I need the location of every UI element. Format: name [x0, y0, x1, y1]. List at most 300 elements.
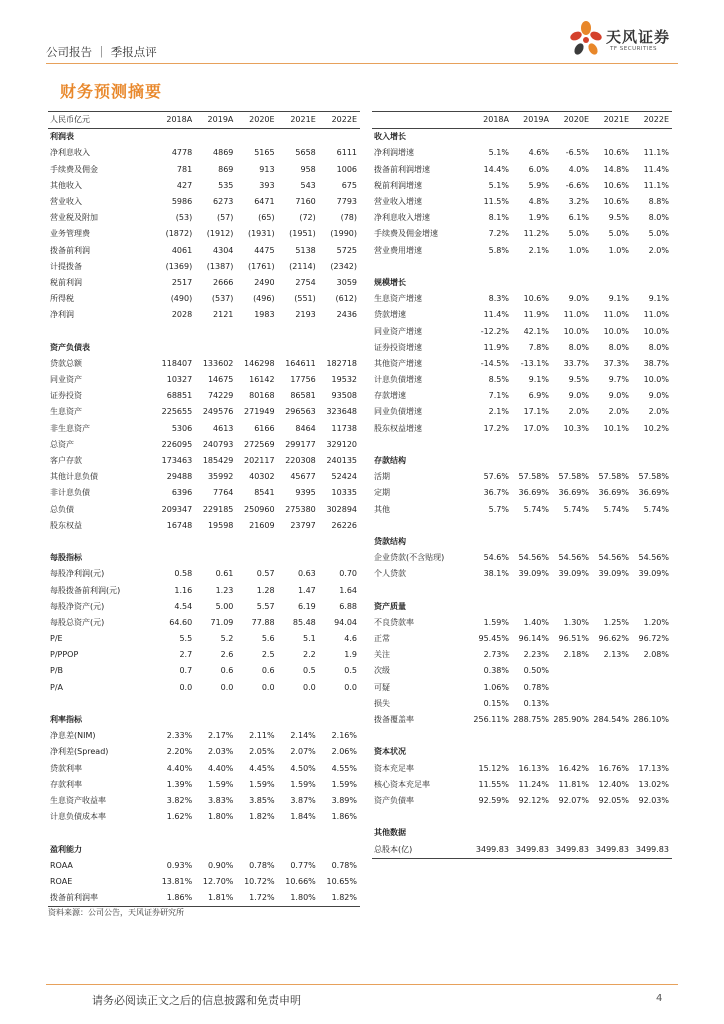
value-cell: 7764 [213, 488, 234, 498]
table-row [48, 874, 360, 890]
value-cell: (1990) [330, 229, 357, 239]
header-year-cell: 2022E [632, 112, 672, 129]
value-cell: 0.6 [220, 666, 234, 676]
section-heading: 资本状况 [374, 747, 406, 757]
value-cell: 96.62% [598, 634, 629, 644]
value-cell: 96.14% [518, 634, 549, 644]
value-cell: 185429 [202, 456, 234, 466]
table-row [48, 744, 360, 760]
value-cell: -13.1% [520, 358, 549, 368]
row-label: 拨备覆盖率 [374, 715, 414, 725]
value-cell: 52424 [331, 472, 357, 482]
value-cell: 4.6 [344, 634, 357, 644]
value-cell: 2.11% [249, 731, 275, 741]
value-cell [632, 129, 672, 146]
value-cell: 1.0% [608, 245, 629, 255]
value-cell [236, 712, 277, 728]
value-cell: 38.7% [643, 358, 669, 368]
value-cell: 240135 [326, 456, 357, 466]
table-section-row [48, 340, 360, 356]
value-cell: 13.81% [161, 876, 193, 886]
row-label: 个人贷款 [374, 569, 406, 579]
row-label: 净利润 [50, 310, 74, 320]
value-cell [512, 129, 552, 146]
value-cell [592, 437, 632, 453]
value-cell: (1912) [206, 229, 234, 239]
value-cell [319, 340, 360, 356]
row-label: 客户存款 [50, 456, 82, 466]
table-row [372, 809, 672, 825]
table-section-row [372, 275, 672, 291]
value-cell: 5.2 [220, 634, 234, 644]
value-cell: 5.7% [488, 504, 509, 514]
value-cell: 11.0% [563, 310, 589, 320]
value-cell [632, 663, 672, 679]
value-cell: 33.7% [563, 358, 589, 368]
table-row [48, 453, 360, 469]
value-cell [154, 841, 195, 857]
value-cell [552, 129, 592, 146]
value-cell [512, 518, 552, 534]
value-cell: 11.24% [518, 779, 549, 789]
value-cell: 37.3% [603, 358, 629, 368]
value-cell [472, 728, 512, 744]
table-row [372, 404, 672, 420]
value-cell [632, 680, 672, 696]
value-cell: 7.1% [488, 391, 509, 401]
row-label: 次级 [374, 666, 390, 676]
row-label: 计提拨备 [50, 261, 82, 271]
value-cell [552, 518, 592, 534]
value-cell: 14.4% [483, 164, 509, 174]
row-label: 税前利润增速 [374, 180, 422, 190]
value-cell: 16.13% [518, 763, 549, 773]
value-cell: 8.0% [648, 342, 669, 352]
value-cell: 1006 [336, 164, 357, 174]
table-row [48, 194, 360, 210]
value-cell: 535 [218, 180, 234, 190]
row-label: 同业资产增速 [374, 326, 422, 336]
value-cell: 11.2% [523, 229, 549, 239]
row-label: ROAA [50, 860, 73, 870]
value-cell [552, 680, 592, 696]
section-heading: 利率指标 [50, 715, 82, 725]
value-cell: 1.30% [563, 617, 589, 627]
value-cell [472, 129, 512, 146]
row-label: 计息负债成本率 [50, 812, 106, 822]
value-cell: 0.78% [523, 682, 549, 692]
value-cell [592, 680, 632, 696]
value-cell: 2.33% [166, 731, 193, 741]
value-cell [552, 696, 592, 712]
table-row [48, 421, 360, 437]
row-label [372, 582, 472, 598]
value-cell: 6.88 [339, 601, 357, 611]
header-year-cell: 2018A [154, 112, 195, 129]
value-cell [632, 599, 672, 615]
value-cell: 39.09% [598, 569, 629, 579]
row-label: 手续费及佣金增速 [374, 229, 438, 239]
row-label: 营业税及附加 [50, 213, 98, 223]
row-label: 营业收入增速 [374, 197, 422, 207]
value-cell: 393 [259, 180, 275, 190]
value-cell [552, 809, 592, 825]
value-cell: 54.56% [518, 553, 549, 563]
value-cell: 15.12% [478, 763, 509, 773]
value-cell [278, 841, 319, 857]
value-cell: (57) [216, 213, 234, 223]
value-cell: 3.82% [166, 795, 193, 805]
value-cell [592, 129, 632, 146]
value-cell: 9.1% [648, 294, 669, 304]
header-year-cell: 2022E [319, 112, 360, 129]
value-cell: 2.0% [608, 407, 629, 417]
value-cell: 4304 [213, 245, 234, 255]
table-row [48, 793, 360, 809]
value-cell: 6396 [171, 488, 193, 498]
section-heading: 每股指标 [50, 553, 82, 563]
table-row [48, 145, 360, 161]
value-cell: 0.78% [249, 860, 275, 870]
value-cell: (2342) [330, 261, 357, 271]
value-cell: 4475 [254, 245, 275, 255]
value-cell: 57.58% [638, 472, 669, 482]
value-cell: 3059 [336, 277, 357, 287]
header-year-cell: 2019A [195, 112, 236, 129]
row-label: 贷款利率 [50, 763, 82, 773]
value-cell [472, 599, 512, 615]
table-row [372, 663, 672, 679]
row-label: P/B [50, 666, 64, 676]
value-cell: 1.84% [290, 812, 316, 822]
row-label: P/A [50, 682, 63, 692]
row-label: 不良贷款率 [374, 617, 414, 627]
value-cell: 8.0% [608, 342, 629, 352]
value-cell: 14675 [207, 375, 234, 385]
table-header-row [48, 112, 360, 129]
value-cell [319, 550, 360, 566]
row-label [48, 534, 154, 550]
value-cell: 57.58% [558, 472, 589, 482]
table-row [48, 777, 360, 793]
value-cell: 0.93% [166, 860, 193, 870]
value-cell [195, 129, 236, 146]
value-cell: 250960 [244, 504, 275, 514]
value-cell: 6471 [254, 197, 275, 207]
value-cell [632, 275, 672, 291]
value-cell: 85.48 [292, 617, 316, 627]
value-cell [472, 825, 512, 841]
value-cell: 1.86% [331, 812, 357, 822]
value-cell: 94.04 [334, 617, 357, 627]
value-cell: 2436 [336, 310, 357, 320]
value-cell [552, 275, 592, 291]
value-cell: 0.0 [179, 682, 193, 692]
value-cell: 2.16% [331, 731, 357, 741]
value-cell: 3.2% [568, 197, 589, 207]
value-cell: 958 [300, 164, 316, 174]
value-cell: 2028 [171, 310, 193, 320]
value-cell: 5.74% [603, 504, 629, 514]
value-cell: 5.0% [568, 229, 589, 239]
row-label: 营业费用增速 [374, 245, 422, 255]
row-label: 股东权益增速 [374, 423, 422, 433]
value-cell: 1.9 [344, 650, 357, 660]
value-cell: 11.81% [558, 779, 589, 789]
value-cell: 1.64 [339, 585, 357, 595]
value-cell: 2.17% [207, 731, 234, 741]
value-cell: 3499.83 [592, 841, 632, 858]
value-cell: 2.2 [303, 650, 316, 660]
value-cell [278, 825, 319, 841]
table-row [372, 226, 672, 242]
value-cell: 57.6% [483, 472, 509, 482]
value-cell: 5.74% [563, 504, 589, 514]
table-row [372, 243, 672, 259]
value-cell [278, 129, 319, 146]
header-year-cell: 2021E [278, 112, 319, 129]
company-logo [566, 18, 686, 62]
value-cell: 1.59% [483, 617, 509, 627]
value-cell [195, 340, 236, 356]
value-cell: 1.47 [297, 585, 316, 595]
value-cell: 2.0% [648, 407, 669, 417]
value-cell: 8.8% [648, 197, 669, 207]
value-cell: 0.5 [303, 666, 316, 676]
value-cell: 8.1% [488, 213, 509, 223]
value-cell: 10.0% [643, 326, 669, 336]
value-cell: 5.00 [215, 601, 234, 611]
table-row [48, 437, 360, 453]
row-label: 非生息资产 [50, 423, 90, 433]
value-cell: (537) [211, 294, 234, 304]
value-cell: 8541 [254, 488, 275, 498]
value-cell: 3499.83 [512, 841, 552, 858]
value-cell [319, 825, 360, 841]
value-cell: 9.5% [608, 213, 629, 223]
row-label: 贷款总额 [50, 358, 82, 368]
table-row [48, 210, 360, 226]
value-cell: 5.1% [488, 148, 509, 158]
header-year-cell: 2018A [472, 112, 512, 129]
value-cell: 4.0% [568, 164, 589, 174]
value-cell: 1.25% [603, 617, 629, 627]
table-row [48, 307, 360, 323]
value-cell [472, 518, 512, 534]
row-label: 拨备前利润 [50, 245, 90, 255]
value-cell [592, 582, 632, 598]
table-row [372, 291, 672, 307]
value-cell: 95.45% [478, 634, 509, 644]
value-cell: 92.03% [638, 795, 669, 805]
value-cell: 2517 [171, 277, 193, 287]
value-cell: 39.09% [518, 569, 549, 579]
table-row [372, 421, 672, 437]
table-row [48, 663, 360, 679]
table-row [372, 647, 672, 663]
value-cell: 9.0% [568, 294, 589, 304]
value-cell: 7160 [295, 197, 316, 207]
value-cell: 42.1% [523, 326, 549, 336]
value-cell: 329120 [326, 439, 357, 449]
table-row [48, 825, 360, 841]
value-cell: 869 [218, 164, 234, 174]
value-cell: 2.07% [290, 747, 316, 757]
table-row [372, 194, 672, 210]
value-cell [592, 663, 632, 679]
value-cell: 2754 [295, 277, 316, 287]
value-cell: 96.51% [558, 634, 589, 644]
row-label [48, 825, 154, 841]
value-cell: 133602 [202, 358, 234, 368]
value-cell: 0.77% [290, 860, 316, 870]
value-cell: 1.80% [207, 812, 234, 822]
value-cell: 226095 [161, 439, 193, 449]
value-cell [236, 323, 277, 339]
value-cell [472, 744, 512, 760]
value-cell [278, 696, 319, 712]
value-cell: 0.0 [344, 682, 357, 692]
table-row [48, 599, 360, 615]
value-cell: 12.40% [598, 779, 629, 789]
value-cell: 2.14% [290, 731, 316, 741]
value-cell: -12.2% [480, 326, 509, 336]
value-cell [512, 599, 552, 615]
value-cell [632, 437, 672, 453]
value-cell: 54.56% [598, 553, 629, 563]
value-cell [552, 534, 592, 550]
table-row [372, 793, 672, 809]
left-financial-table [48, 111, 360, 907]
value-cell: 225655 [161, 407, 193, 417]
value-cell: 10.0% [563, 326, 589, 336]
value-cell [278, 534, 319, 550]
value-cell: 0.78% [331, 860, 357, 870]
value-cell: 5.1% [488, 180, 509, 190]
value-cell: 5725 [336, 245, 357, 255]
value-cell: 1.59% [207, 779, 234, 789]
table-section-row [48, 129, 360, 146]
value-cell: 4.8% [528, 197, 549, 207]
value-cell: 2.23% [523, 650, 549, 660]
value-cell: 2121 [213, 310, 234, 320]
value-cell: 0.15% [483, 698, 509, 708]
table-row [48, 582, 360, 598]
value-cell: 10.66% [285, 876, 316, 886]
value-cell: 17.13% [638, 763, 669, 773]
header-year-cell: 2021E [592, 112, 632, 129]
value-cell: 21609 [249, 520, 275, 530]
value-cell: 3.85% [249, 795, 275, 805]
row-label: 非计息负债 [50, 488, 90, 498]
value-cell: 10327 [166, 375, 193, 385]
value-cell: 10.72% [244, 876, 275, 886]
value-cell: 9.1% [528, 375, 549, 385]
value-cell: 2.03% [207, 747, 234, 757]
value-cell [632, 259, 672, 275]
value-cell [236, 129, 277, 146]
table-row [372, 615, 672, 631]
row-label: 计息负债增速 [374, 375, 422, 385]
row-label: 营业收入 [50, 197, 82, 207]
table-row [372, 631, 672, 647]
value-cell: 0.57 [256, 569, 275, 579]
value-cell: 1.16 [174, 585, 193, 595]
value-cell: 10.6% [603, 148, 629, 158]
value-cell [472, 259, 512, 275]
value-cell [512, 825, 552, 841]
value-cell [319, 323, 360, 339]
row-label: 拨备前利润率 [48, 890, 154, 907]
value-cell [512, 534, 552, 550]
value-cell: 0.90% [207, 860, 234, 870]
value-cell: 10.0% [603, 326, 629, 336]
value-cell [195, 534, 236, 550]
table-section-row [372, 744, 672, 760]
value-cell [512, 582, 552, 598]
value-cell [472, 437, 512, 453]
footer-divider [46, 984, 678, 985]
value-cell [592, 599, 632, 615]
value-cell: (72) [299, 213, 316, 223]
value-cell: 10.1% [603, 423, 629, 433]
value-cell [632, 744, 672, 760]
value-cell: 92.07% [558, 795, 589, 805]
table-row [48, 275, 360, 291]
value-cell: 9.0% [568, 391, 589, 401]
row-label: 正常 [374, 634, 390, 644]
value-cell: 2.18% [563, 650, 589, 660]
table-row [48, 372, 360, 388]
table-row [48, 323, 360, 339]
value-cell: 323648 [326, 407, 357, 417]
value-cell: 2.20% [166, 747, 193, 757]
value-cell: 9.0% [608, 391, 629, 401]
value-cell [236, 825, 277, 841]
value-cell: -6.6% [565, 180, 589, 190]
table-section-row [48, 550, 360, 566]
value-cell: 1.06% [483, 682, 509, 692]
row-label: 净利息收入增速 [374, 213, 430, 223]
value-cell: (1872) [165, 229, 193, 239]
row-label: 活期 [374, 472, 390, 482]
value-cell: 8.0% [648, 213, 669, 223]
value-cell [154, 696, 195, 712]
value-cell: 12.70% [202, 876, 234, 886]
value-cell: 1.59% [290, 779, 316, 789]
value-cell: 781 [176, 164, 193, 174]
row-label: 净利息收入 [50, 148, 90, 158]
row-label: 净息差(NIM) [50, 731, 96, 741]
source-note: 资料来源：公司公告，天风证券研究所 [48, 908, 184, 917]
table-row [372, 777, 672, 793]
disclaimer-footer: 请务必阅读正文之后的信息披露和免责申明 [92, 994, 301, 1007]
row-label: 税前利润 [50, 277, 82, 287]
value-cell: 64.60 [169, 617, 193, 627]
value-cell: 302894 [326, 504, 357, 514]
value-cell [512, 809, 552, 825]
value-cell: 427 [176, 180, 193, 190]
value-cell: 8.0% [568, 342, 589, 352]
header-year-cell: 2020E [552, 112, 592, 129]
value-cell: 4061 [171, 245, 193, 255]
value-cell: 10.6% [603, 180, 629, 190]
value-cell: 4778 [171, 148, 193, 158]
table-row [372, 259, 672, 275]
value-cell: 5.8% [488, 245, 509, 255]
table-row [372, 307, 672, 323]
row-label: 股东权益 [50, 520, 82, 530]
